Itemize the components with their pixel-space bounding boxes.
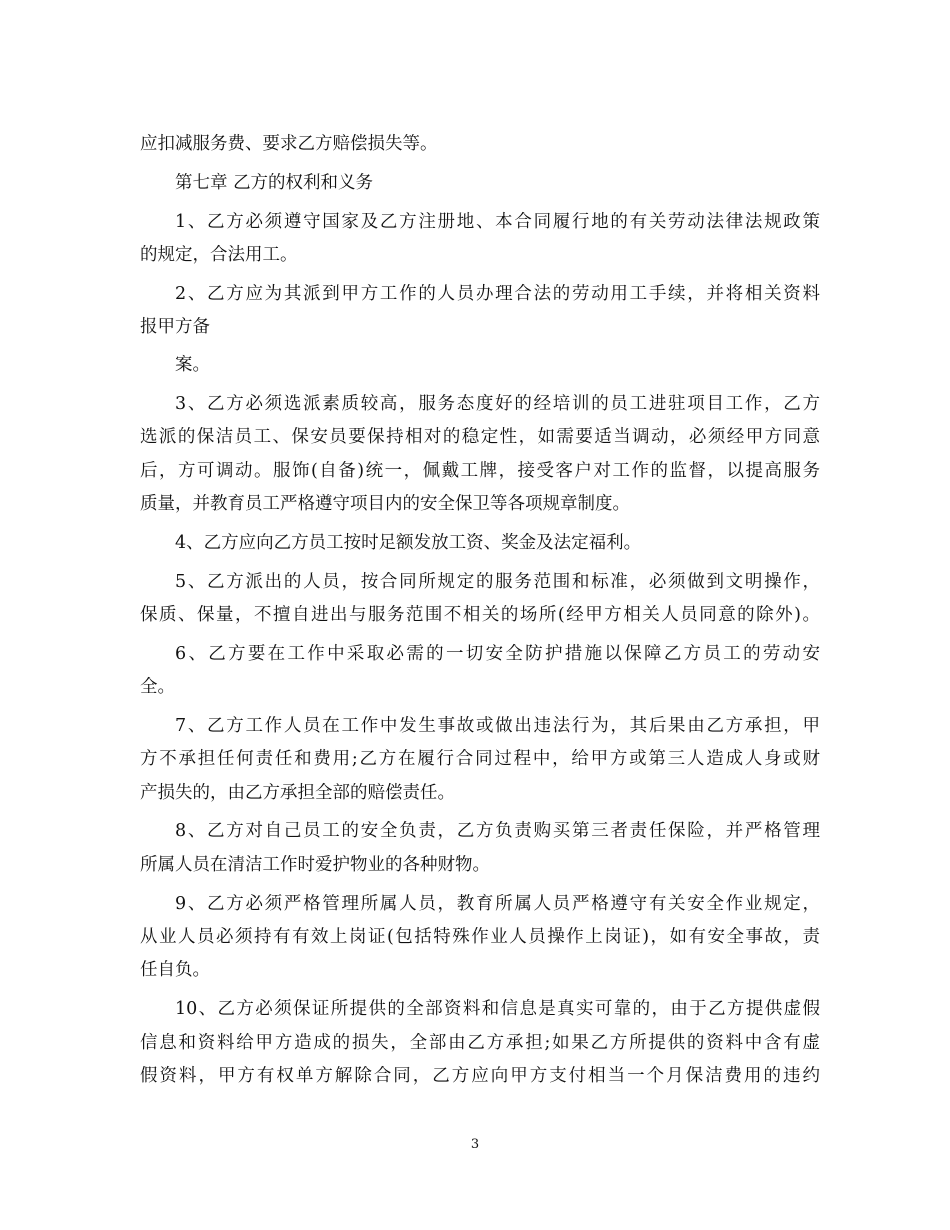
text-line: 报甲方备 [140, 317, 210, 337]
text-line: 1、乙方必须遵守国家及乙方注册地、本合同履行地的有关劳动法律法规政策 [175, 212, 820, 232]
text-line: 2、乙方应为其派到甲方工作的人员办理合法的劳动用工手续，并将相关资料 [175, 284, 820, 304]
text-line: 任自负。 [140, 960, 210, 980]
text-line: 8、乙方对自己员工的安全负责，乙方负责购买第三者责任保险，并严格管理 [175, 821, 820, 841]
text-line: 6、乙方要在工作中采取必需的一切安全防护措施以保障乙方员工的劳动安 [175, 644, 820, 664]
text-line: 4、乙方应向乙方员工按时足额发放工资、奖金及法定福利。 [175, 533, 642, 553]
text-line: 所属人员在清洁工作时爱护物业的各种财物。 [140, 855, 490, 875]
text-line: 应扣减服务费、要求乙方赔偿损失等。 [140, 134, 438, 154]
text-line: 假资料，甲方有权单方解除合同，乙方应向甲方支付相当一个月保洁费用的违约 [140, 1066, 820, 1086]
page-number: 3 [470, 1137, 480, 1152]
text-line: 产损失的，由乙方承担全部的赔偿责任。 [140, 783, 455, 803]
text-line: 10、乙方必须保证所提供的全部资料和信息是真实可靠的，由于乙方提供虚假 [175, 999, 820, 1019]
text-line: 5、乙方派出的人员，按合同所规定的服务范围和标准，必须做到文明操作， [175, 572, 820, 592]
text-line: 后，方可调动。服饰(自备)统一，佩戴工牌，接受客户对工作的监督，以提高服务 [140, 461, 820, 481]
chapter-heading: 第七章 乙方的权利和义务 [175, 173, 374, 193]
text-line: 从业人员必须持有有效上岗证(包括特殊作业人员操作上岗证)，如有安全事故，责 [140, 927, 820, 947]
text-line: 质量，并教育员工严格遵守项目内的安全保卫等各项规章制度。 [140, 494, 630, 514]
text-line: 的规定，合法用工。 [140, 245, 298, 265]
text-line: 方不承担任何责任和费用;乙方在履行合同过程中，给甲方或第三人造成人身或财 [140, 749, 820, 769]
text-line: 选派的保洁员工、保安员要保持相对的稳定性，如需要适当调动，必须经甲方同意 [140, 427, 820, 447]
text-line: 案。 [175, 355, 210, 375]
text-line: 3、乙方必须选派素质较高，服务态度好的经培训的员工进驻项目工作，乙方 [175, 394, 820, 414]
text-line: 信息和资料给甲方造成的损失，全部由乙方承担;如果乙方所提供的资料中含有虚 [140, 1033, 820, 1053]
text-line: 9、乙方必须严格管理所属人员，教育所属人员严格遵守有关安全作业规定， [175, 894, 820, 914]
text-line: 保质、保量，不擅自进出与服务范围不相关的场所(经甲方相关人员同意的除外)。 [140, 605, 820, 625]
text-line: 全。 [140, 677, 175, 697]
text-line: 7、乙方工作人员在工作中发生事故或做出违法行为，其后果由乙方承担，甲 [175, 716, 820, 736]
